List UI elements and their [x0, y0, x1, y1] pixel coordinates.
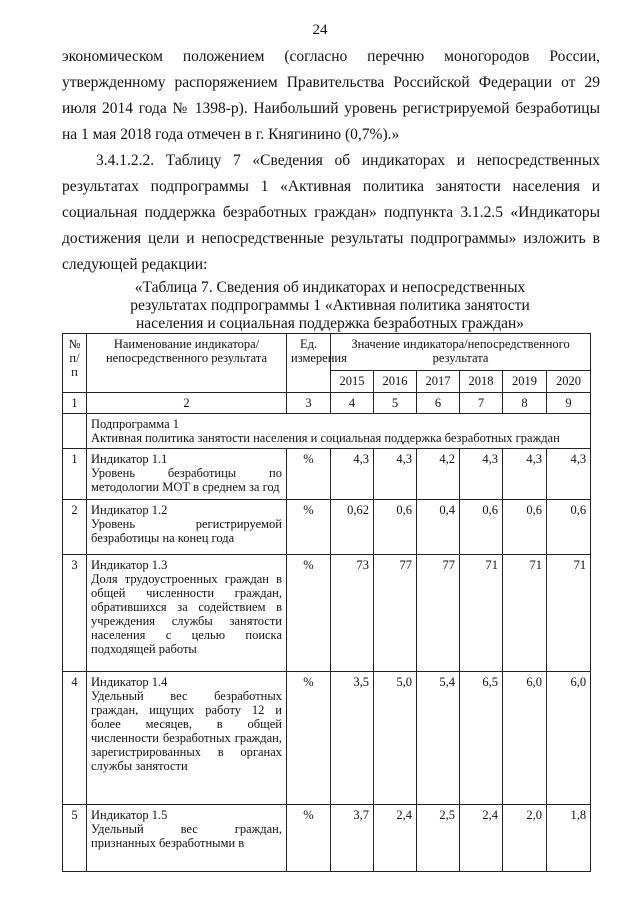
column-number-cell: 3 [287, 393, 331, 414]
column-number-cell: 4 [331, 393, 374, 414]
header-year-2017: 2017 [417, 371, 460, 393]
indicator-value: 0,62 [331, 500, 374, 555]
row-number: 1 [63, 449, 87, 500]
indicator-name: Индикатор 1.4 Удельный вес безработных граждан, ищущих работу 12 и более месяцев, в общей численности безработных граждан, зарегистрированных в органах службы занятости [87, 672, 287, 805]
indicator-unit: % [287, 805, 331, 872]
header-row [63, 334, 591, 371]
indicator-value: 4,2 [417, 449, 460, 500]
table-title: «Таблица 7. Сведения об индикаторах и непосредственных результатах подпрограммы 1 «Активная политика занятости населения и социальная поддержка безработных граждан» [130, 279, 530, 332]
column-number-cell: 2 [87, 393, 287, 414]
table-row [63, 805, 591, 872]
indicator-value: 2,4 [460, 805, 503, 872]
indicator-value: 77 [374, 555, 417, 672]
row-number: 4 [63, 672, 87, 805]
indicator-value: 5,0 [374, 672, 417, 805]
row-number: 5 [63, 805, 87, 872]
indicators-table [62, 333, 591, 872]
indicator-name: Индикатор 1.5 Удельный вес граждан, признанных безработными в [87, 805, 287, 872]
table-row [63, 672, 591, 805]
header-year-2019: 2019 [503, 371, 547, 393]
indicator-value: 0,6 [503, 500, 547, 555]
column-numbers-row [63, 393, 591, 414]
column-number-cell: 9 [547, 393, 591, 414]
indicator-unit: % [287, 555, 331, 672]
indicator-name: Индикатор 1.2 Уровень регистрируемой безработицы на конец года [87, 500, 287, 555]
indicator-value: 4,3 [547, 449, 591, 500]
indicator-value: 0,4 [417, 500, 460, 555]
indicator-value: 3,7 [331, 805, 374, 872]
header-year-2016: 2016 [374, 371, 417, 393]
page-number: 24 [312, 22, 328, 38]
column-number-cell: 8 [503, 393, 547, 414]
indicator-value: 0,6 [547, 500, 591, 555]
indicator-value: 6,0 [503, 672, 547, 805]
indicator-value: 71 [547, 555, 591, 672]
indicator-name: Индикатор 1.1 Уровень безработицы по методологии МОТ в среднем за год [87, 449, 287, 500]
column-number-cell: 5 [374, 393, 417, 414]
subprogram-row [63, 414, 591, 449]
header-name: Наименование индикатора/непосредственного результата [87, 334, 287, 393]
indicator-value: 5,4 [417, 672, 460, 805]
indicator-value: 4,3 [374, 449, 417, 500]
indicator-value: 4,3 [331, 449, 374, 500]
indicator-value: 71 [503, 555, 547, 672]
indicator-unit: % [287, 672, 331, 805]
indicator-value: 2,0 [503, 805, 547, 872]
row-number: 3 [63, 555, 87, 672]
indicator-unit: % [287, 449, 331, 500]
header-year-2018: 2018 [460, 371, 503, 393]
indicator-value: 71 [460, 555, 503, 672]
column-number-cell: 1 [63, 393, 87, 414]
table-row [63, 449, 591, 500]
indicator-value: 2,5 [417, 805, 460, 872]
indicator-value: 2,4 [374, 805, 417, 872]
header-values: Значение индикатора/непосредственного результата [331, 334, 591, 371]
paragraph-2: 3.4.1.2.2. Таблицу 7 «Сведения об индикаторах и непосредственных результатах подпрограммы 1 «Активная политика занятости населения и социальная поддержка безработных граждан» подпункта 3.1.2.5 «Индикаторы достижения цели и непосредственные результаты подпрограммы» изложить в следующей редакции: [62, 152, 600, 273]
header-unit: Ед. измерения [287, 334, 331, 393]
header-year-2020: 2020 [547, 371, 591, 393]
indicator-value: 0,6 [460, 500, 503, 555]
indicator-value: 73 [331, 555, 374, 672]
subprogram-title: Подпрограмма 1 Активная политика занятости населения и социальная поддержка безработных граждан [87, 414, 591, 449]
header-year-2015: 2015 [331, 371, 374, 393]
header-num: № п/п [63, 334, 87, 393]
indicator-name: Индикатор 1.3 Доля трудоустроенных граждан в общей численности граждан, обратившихся за содействием в учреждения службы занятости населения с целью поиска подходящей работы [87, 555, 287, 672]
indicator-value: 6,5 [460, 672, 503, 805]
table-row [63, 555, 591, 672]
indicator-unit: % [287, 500, 331, 555]
subprogram-num [63, 414, 87, 449]
indicator-value: 4,3 [460, 449, 503, 500]
indicator-value: 6,0 [547, 672, 591, 805]
indicator-value: 3,5 [331, 672, 374, 805]
column-number-cell: 6 [417, 393, 460, 414]
table-row [63, 500, 591, 555]
row-number: 2 [63, 500, 87, 555]
paragraph-1: экономическом положением (согласно перечню моногородов России, утвержденному распоряжением Правительства Российской Федерации от 29 июля 2014 года № 1398-р). Наибольший уровень регистрируемой безработицы на 1 мая 2018 года отмечен в г. Княгинино (0,7%).» [62, 48, 600, 143]
indicator-value: 4,3 [503, 449, 547, 500]
indicator-value: 0,6 [374, 500, 417, 555]
indicator-value: 77 [417, 555, 460, 672]
indicator-value: 1,8 [547, 805, 591, 872]
column-number-cell: 7 [460, 393, 503, 414]
